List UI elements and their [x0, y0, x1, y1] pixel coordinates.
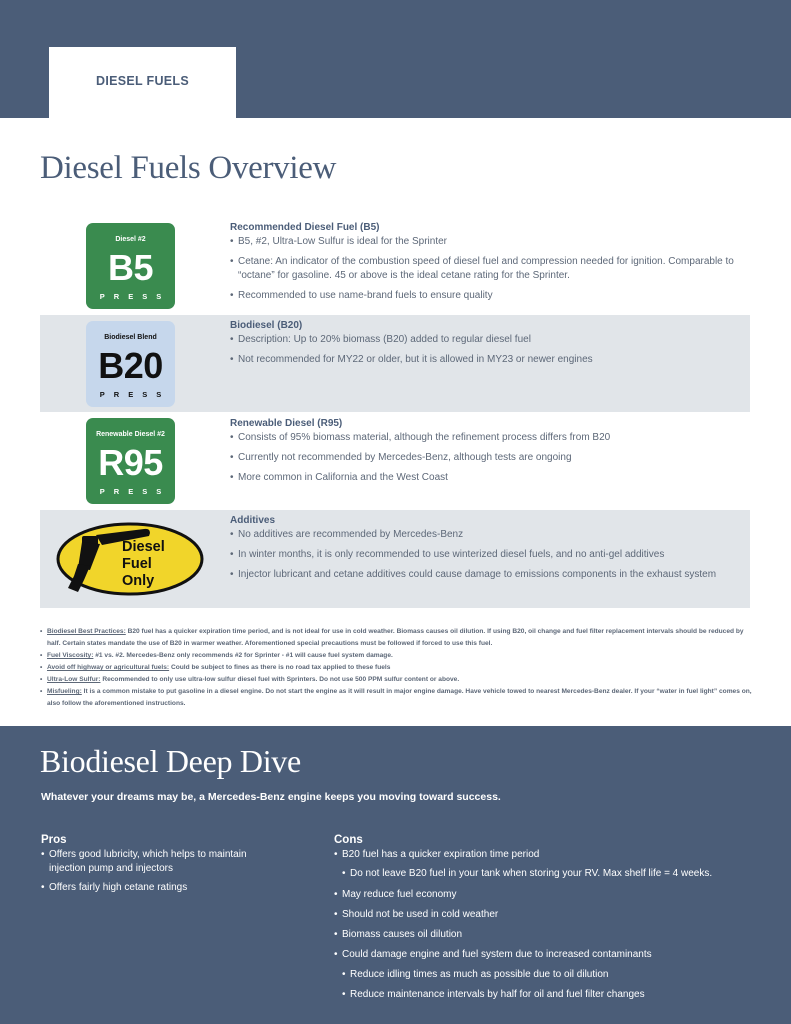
list-item: • In winter months, it is only recommended to use winterized diesel fuels, and no anti-gel additives — [230, 549, 665, 560]
list-item: • Recommended to use name-brand fuels to ensure quality — [230, 290, 493, 301]
pros-heading: Pros — [41, 834, 67, 846]
footnote-item: • Biodiesel Best Practices: B20 fuel has a quicker expiration time period, and is not ideal for use in cold weather. Biomass causes oil dilution. If using B20, oil change and fuel filter replacement intervals should be reduced by half. Certain states mandate the use of B20 in warmer weather. Aforementioned special precautions must be followed if forced to use this fuel. — [40, 628, 744, 647]
list-item: • Offers good lubricity, which helps to maintain injection pump and injectors — [41, 849, 247, 874]
badge-press-label: PRESS — [99, 487, 171, 496]
b20-pump-badge — [86, 321, 175, 407]
section-title-r95: Renewable Diesel (R95) — [230, 418, 343, 429]
footnotes — [40, 626, 752, 710]
diesel-fuel-only-sign — [56, 522, 204, 596]
badge-grade: R95 — [98, 442, 163, 483]
badge-grade: B5 — [107, 247, 154, 288]
list-item: • B5, #2, Ultra-Low Sulfur is ideal for the Sprinter — [230, 236, 447, 247]
footnote-item: • Fuel Viscosity: #1 vs. #2. Mercedes-Benz only recommends #2 for Sprinter - #1 will cause fuel system damage. — [40, 652, 393, 659]
list-item: • Offers fairly high cetane ratings — [41, 882, 188, 893]
sign-text-line3: Only — [122, 573, 155, 589]
badge-top-label: Diesel #2 — [115, 236, 146, 243]
deep-dive-section — [0, 726, 791, 1024]
list-item: • More common in California and the West Coast — [230, 472, 448, 483]
footnote-item: • Misfueling: It is a common mistake to put gasoline in a diesel engine. Do not start the engine as it will result in major engine damage. Have vehicle towed to nearest Mercedes-Benz dealer. If your “water in fuel light” comes on, also follow the aforementioned instructions. — [40, 688, 752, 707]
sign-text-line2: Fuel — [122, 556, 152, 572]
tab-diesel-fuels[interactable] — [49, 47, 236, 118]
footnote-item: • Avoid off highway or agricultural fuels: Could be subject to fines as there is no road tax applied to these fuels — [40, 664, 391, 671]
section-title-additives: Additives — [230, 515, 276, 526]
list-item: • Consists of 95% biomass material, although the refinement process differs from B20 — [230, 432, 611, 443]
list-item: • B20 fuel has a quicker expiration time period — [334, 849, 540, 860]
b5-pump-badge — [86, 223, 175, 309]
page-title: Diesel Fuels Overview — [40, 150, 337, 186]
deep-dive-subtitle: Whatever your dreams may be, a Mercedes-Benz engine keeps you moving toward success. — [41, 791, 501, 803]
list-item: • Biomass causes oil dilution — [334, 929, 463, 940]
badge-press-label: PRESS — [99, 292, 171, 301]
list-item: • Should not be used in cold weather — [334, 909, 499, 920]
list-item: • Cetane: An indicator of the combustion speed of diesel fuel and compression needed for ignition. Comparable to “octane” for gasoline. 45 or above is the ideal cetane rating for the Sprinter. — [230, 256, 734, 281]
section-title-b5: Recommended Diesel Fuel (B5) — [230, 222, 380, 233]
list-item: • Do not leave B20 fuel in your tank when storing your RV. Max shelf life = 4 weeks. — [342, 868, 713, 879]
r95-pump-badge — [86, 418, 175, 504]
list-item: • Injector lubricant and cetane additives could cause damage to emissions components in the exhaust system — [230, 569, 717, 580]
list-item: • Currently not recommended by Mercedes-Benz, although tests are ongoing — [230, 452, 572, 463]
list-item: • Could damage engine and fuel system due to increased contaminants — [334, 949, 652, 960]
footnote-item: • Ultra-Low Sulfur: Recommended to only use ultra-low sulfur diesel fuel with Sprinters. Do not use 500 PPM sulfur content or above. — [40, 676, 460, 683]
sign-text-line1: Diesel — [122, 539, 165, 555]
list-item: • May reduce fuel economy — [334, 889, 457, 900]
list-item: • Description: Up to 20% biomass (B20) added to regular diesel fuel — [230, 334, 531, 345]
list-item: • Not recommended for MY22 or older, but it is allowed in MY23 or newer engines — [230, 354, 593, 365]
cons-heading: Cons — [334, 834, 363, 846]
tab-label: DIESEL FUELS — [96, 74, 189, 88]
badge-grade: B20 — [98, 345, 163, 386]
section-title-b20: Biodiesel (B20) — [230, 320, 303, 331]
deep-dive-title: Biodiesel Deep Dive — [40, 743, 301, 779]
list-item: • Reduce idling times as much as possible due to oil dilution — [342, 969, 609, 980]
badge-press-label: PRESS — [99, 390, 171, 399]
badge-top-label: Biodiesel Blend — [104, 334, 157, 341]
list-item: • Reduce maintenance intervals by half for oil and fuel filter changes — [342, 989, 645, 1000]
badge-top-label: Renewable Diesel #2 — [96, 431, 165, 438]
list-item: • No additives are recommended by Mercedes-Benz — [230, 529, 464, 540]
